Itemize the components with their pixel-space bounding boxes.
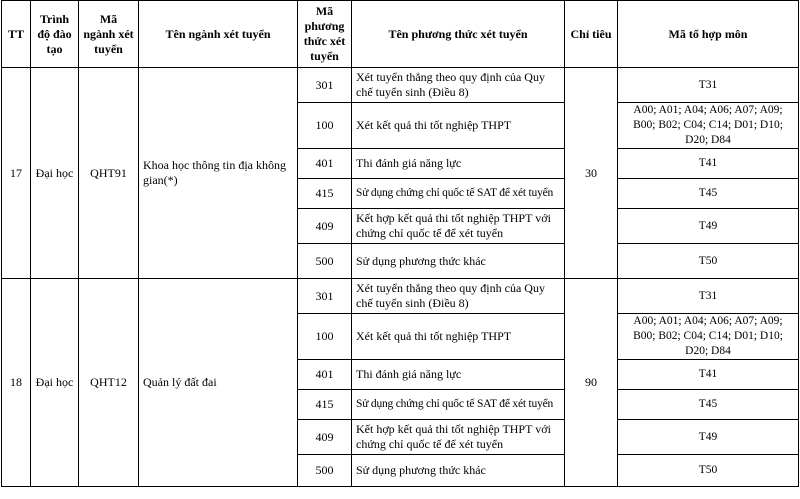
method-name: Xét tuyển thẳng theo quy định của Quy chế tuyển sinh (Điều 8) bbox=[352, 68, 565, 103]
method-name: Kết hợp kết quả thi tốt nghiệp THPT với chứng chỉ quốc tế để xét tuyển bbox=[352, 420, 565, 455]
header-subject-combos: Mã tổ hợp môn bbox=[618, 1, 799, 68]
method-name: Kết hợp kết quả thi tốt nghiệp THPT với chứng chỉ quốc tế để xét tuyển bbox=[352, 209, 565, 244]
row-major-code: QHT91 bbox=[79, 68, 139, 279]
header-row bbox=[2, 1, 799, 68]
method-name: Xét tuyển thẳng theo quy định của Quy chế tuyển sinh (Điều 8) bbox=[352, 279, 565, 314]
header-major-code: Mã ngành xét tuyển bbox=[79, 1, 139, 68]
method-code: 500 bbox=[298, 455, 352, 487]
table-row bbox=[2, 68, 799, 103]
header-method-name: Tên phương thức xét tuyển bbox=[352, 1, 565, 68]
method-name: Xét kết quả thi tốt nghiệp THPT bbox=[352, 314, 565, 360]
row-major-name: Khoa học thông tin địa không gian(*) bbox=[139, 68, 298, 279]
method-code: 401 bbox=[298, 360, 352, 390]
row-major-name: Quản lý đất đai bbox=[139, 279, 298, 487]
method-code: 409 bbox=[298, 209, 352, 244]
method-code: 500 bbox=[298, 244, 352, 279]
subject-combos: T50 bbox=[618, 244, 799, 279]
row-training-level: Đại học bbox=[31, 279, 79, 487]
header-method-code: Mã phương thức xét tuyển bbox=[298, 1, 352, 68]
subject-combos: T45 bbox=[618, 390, 799, 420]
subject-combos: T49 bbox=[618, 420, 799, 455]
method-code: 409 bbox=[298, 420, 352, 455]
method-code: 100 bbox=[298, 103, 352, 149]
row-training-level: Đại học bbox=[31, 68, 79, 279]
method-name: Xét kết quả thi tốt nghiệp THPT bbox=[352, 103, 565, 149]
method-name: Thi đánh giá năng lực bbox=[352, 360, 565, 390]
header-tt: TT bbox=[2, 1, 31, 68]
subject-combos: A00; A01; A04; A06; A07; A09; B00; B02; C04; C14; D01; D10; D20; D84 bbox=[618, 314, 799, 360]
header-quota: Chỉ tiêu bbox=[565, 1, 618, 68]
subject-combos: T31 bbox=[618, 279, 799, 314]
row-major-code: QHT12 bbox=[79, 279, 139, 487]
method-name: Sử dụng phương thức khác bbox=[352, 244, 565, 279]
subject-combos: A00; A01; A04; A06; A07; A09; B00; B02; C04; C14; D01; D10; D20; D84 bbox=[618, 103, 799, 149]
method-name: Sử dụng chứng chỉ quốc tế SAT để xét tuyển bbox=[352, 179, 565, 209]
row-tt: 17 bbox=[2, 68, 31, 279]
method-code: 301 bbox=[298, 279, 352, 314]
subject-combos: T49 bbox=[618, 209, 799, 244]
method-code: 415 bbox=[298, 390, 352, 420]
header-training-level: Trình độ đào tạo bbox=[31, 1, 79, 68]
subject-combos: T50 bbox=[618, 455, 799, 487]
row-tt: 18 bbox=[2, 279, 31, 487]
row-quota: 90 bbox=[565, 279, 618, 487]
method-name: Sử dụng chứng chỉ quốc tế SAT để xét tuyển bbox=[352, 390, 565, 420]
subject-combos: T41 bbox=[618, 149, 799, 179]
method-code: 401 bbox=[298, 149, 352, 179]
method-code: 100 bbox=[298, 314, 352, 360]
subject-combos: T31 bbox=[618, 68, 799, 103]
admission-table bbox=[1, 0, 799, 487]
method-name: Sử dụng phương thức khác bbox=[352, 455, 565, 487]
table-row bbox=[2, 279, 799, 314]
subject-combos: T41 bbox=[618, 360, 799, 390]
row-quota: 30 bbox=[565, 68, 618, 279]
subject-combos: T45 bbox=[618, 179, 799, 209]
method-code: 301 bbox=[298, 68, 352, 103]
method-code: 415 bbox=[298, 179, 352, 209]
header-major-name: Tên ngành xét tuyển bbox=[139, 1, 298, 68]
method-name: Thi đánh giá năng lực bbox=[352, 149, 565, 179]
